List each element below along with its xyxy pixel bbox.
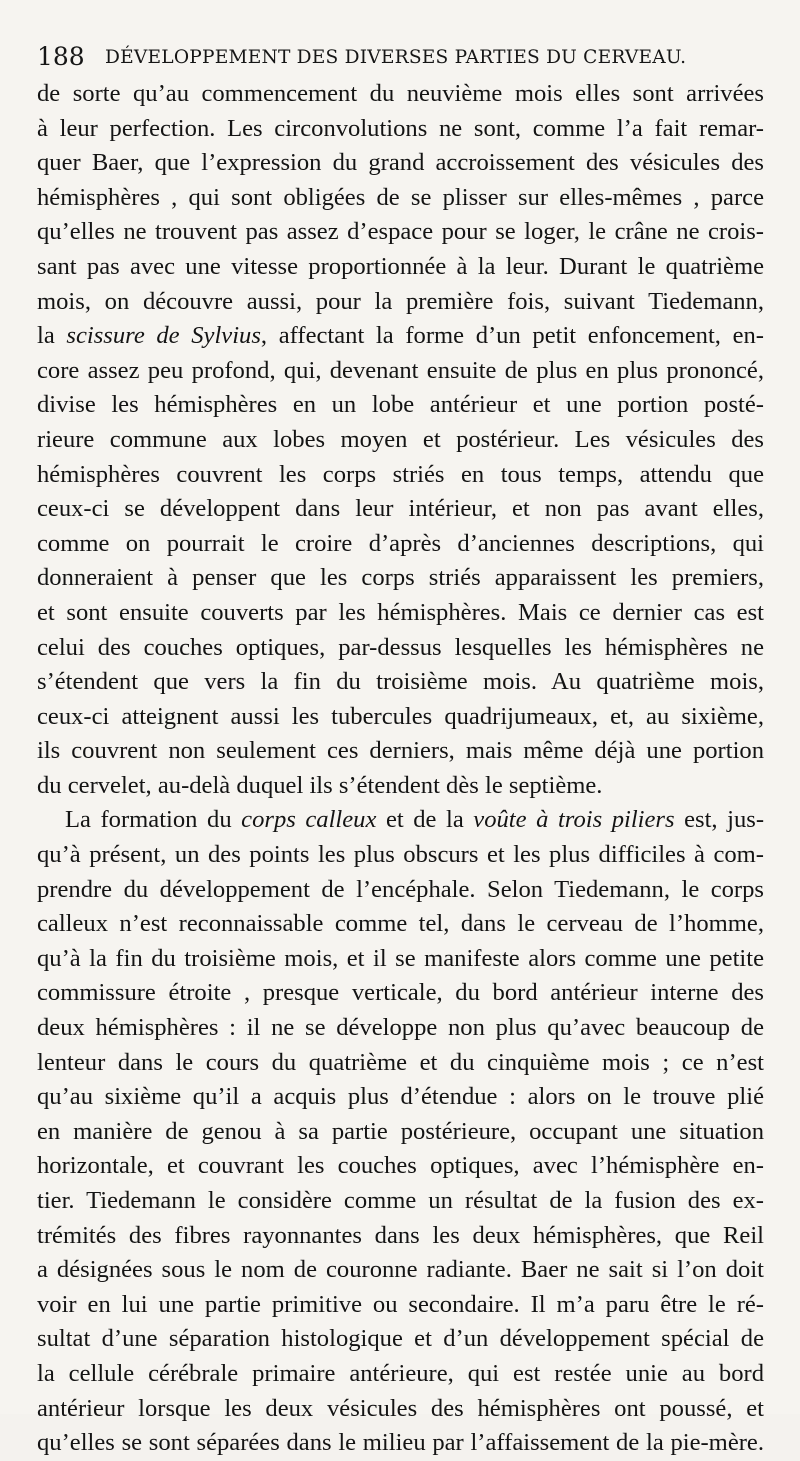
text-line <box>37 1046 764 1081</box>
text-line <box>37 181 764 216</box>
text-fragment: calleux n’est reconnaissable comme tel, dans le cerveau de l’homme, <box>37 910 764 938</box>
text-line <box>37 838 764 873</box>
text-fragment: et sont ensuite couverts par les hémisphères. Mais ce dernier cas est <box>37 598 764 626</box>
text-fragment: celui des couches optiques, par-dessus lesquelles les hémisphères ne <box>37 633 764 661</box>
text-fragment: hémisphères , qui sont obligées de se plisser sur elles-mêmes , parce <box>37 183 764 211</box>
text-fragment: lenteur dans le cours du quatrième et du cinquième mois ; ce n’est <box>37 1048 764 1076</box>
text-fragment: a désignées sous le nom de couronne radiante. Baer ne sait si l’on doit <box>37 1256 764 1284</box>
text-line <box>37 1288 764 1323</box>
text-line <box>37 527 764 562</box>
text-line <box>37 976 764 1011</box>
text-line <box>37 285 764 320</box>
text-line <box>37 1357 764 1392</box>
text-line <box>37 1426 764 1461</box>
text-line <box>37 492 764 527</box>
paragraph-2 <box>37 803 764 1460</box>
text-fragment: divise les hémisphères en un lobe antérieur et une portion posté- <box>37 391 764 419</box>
italic-term: corps calleux <box>241 806 377 834</box>
text-line <box>37 596 764 631</box>
text-line <box>37 700 764 735</box>
text-fragment: la cellule cérébrale primaire antérieure, qui est restée unie au bord <box>37 1359 764 1387</box>
text-line <box>37 319 764 354</box>
text-line <box>37 631 764 666</box>
text-fragment: deux hémisphères : il ne se développe non plus qu’avec beaucoup de <box>37 1014 764 1042</box>
text-line <box>37 803 764 838</box>
text-line <box>37 250 764 285</box>
text-line <box>37 146 764 181</box>
text-fragment: core assez peu profond, qui, devenant ensuite de plus en plus prononcé, <box>37 356 764 384</box>
italic-term: scissure de Sylvius <box>66 322 261 350</box>
text-fragment: de sorte qu’au commencement du neuvième mois elles sont arrivées <box>37 80 764 107</box>
text-fragment: la <box>37 322 67 350</box>
text-line <box>37 1115 764 1150</box>
text-fragment: comme on pourrait le croire d’après d’anciennes descriptions, qui <box>37 529 764 557</box>
text-fragment: ceux-ci se développent dans leur intérieur, et non pas avant elles, <box>37 495 764 523</box>
text-fragment: qu’à la fin du troisième mois, et il se manifeste alors comme une petite <box>37 944 764 972</box>
text-fragment: qu’au sixième qu’il a acquis plus d’étendue : alors on le trouve plié <box>37 1083 764 1111</box>
text-fragment: qu’elles ne trouvent pas assez d’espace pour se loger, le crâne ne crois- <box>37 218 764 246</box>
text-fragment: à leur perfection. Les circonvolutions ne sont, comme l’a fait remar- <box>37 114 764 142</box>
text-line <box>37 907 764 942</box>
text-fragment: tier. Tiedemann le considère comme un résultat de la fusion des ex- <box>37 1187 764 1214</box>
text-fragment: prendre du développement de l’encéphale. Selon Tiedemann, le corps <box>37 875 764 903</box>
text-fragment: du cervelet, au-delà duquel ils s’étendent dès le septième. <box>37 771 603 799</box>
text-line <box>37 1080 764 1115</box>
running-title: DÉVELOPPEMENT DES DIVERSES PARTIES DU CERVEAU. <box>105 47 687 68</box>
text-line <box>37 1253 764 1288</box>
text-line <box>37 942 764 977</box>
text-line <box>37 1011 764 1046</box>
page-number: 188 <box>37 42 85 71</box>
text-line <box>37 354 764 389</box>
text-fragment: horizontale, et couvrant les couches optiques, avec l’hémisphère en- <box>37 1152 764 1180</box>
text-fragment: est, jus- <box>674 806 765 834</box>
text-fragment: en manière de genou à sa partie postérieure, occupant une situation <box>37 1117 764 1145</box>
text-fragment: trémités des fibres rayonnantes dans les deux hémisphères, que Reil <box>37 1221 764 1249</box>
text-line <box>37 734 764 769</box>
text-fragment: ceux-ci atteignent aussi les tubercules quadrijumeaux, et, au sixième, <box>37 702 764 730</box>
text-fragment: rieure commune aux lobes moyen et postérieur. Les vésicules des <box>37 425 764 453</box>
text-line <box>37 458 764 493</box>
text-fragment: qu’à présent, un des points les plus obscurs et les plus difficiles à com- <box>37 841 764 869</box>
text-line <box>37 561 764 596</box>
text-fragment: donneraient à penser que les corps striés apparaissent les premiers, <box>37 564 764 592</box>
text-line <box>37 665 764 700</box>
text-line <box>37 1149 764 1184</box>
text-fragment: , affectant la forme d’un petit enfoncement, en- <box>260 322 764 350</box>
text-line <box>37 388 764 423</box>
text-line <box>37 1184 764 1219</box>
text-fragment: et de la <box>376 806 474 834</box>
text-line <box>37 1392 764 1427</box>
text-fragment: La formation du <box>65 806 242 834</box>
text-fragment: s’étendent que vers la fin du troisième mois. Au quatrième mois, <box>37 668 764 696</box>
text-fragment: mois, on découvre aussi, pour la première fois, suivant Tiedemann, <box>37 287 764 315</box>
text-fragment: antérieur lorsque les deux vésicules des hémisphères ont poussé, et <box>37 1394 764 1422</box>
italic-term: voûte à trois piliers <box>473 806 675 834</box>
text-fragment: quer Baer, que l’expression du grand accroissement des vésicules des <box>37 149 764 177</box>
text-line <box>37 215 764 250</box>
text-line <box>37 1219 764 1254</box>
page-header <box>37 40 765 74</box>
text-fragment: qu’elles se sont séparées dans le milieu par l’affaissement de la pie-mère. <box>37 1429 764 1457</box>
text-line <box>37 1322 764 1357</box>
text-fragment: sultat d’une séparation histologique et d’un développement spécial de <box>37 1325 764 1353</box>
text-fragment: ils couvrent non seulement ces derniers, mais même déjà une portion <box>37 737 764 765</box>
text-fragment: sant pas avec une vitesse proportionnée à la leur. Durant le quatrième <box>37 252 764 280</box>
body-text <box>37 77 764 1461</box>
text-line <box>37 112 764 147</box>
text-line <box>37 423 764 458</box>
text-line <box>37 77 764 112</box>
text-fragment: commissure étroite , presque verticale, du bord antérieur interne des <box>37 979 764 1007</box>
text-line <box>37 873 764 908</box>
paragraph-1 <box>37 77 764 803</box>
text-line <box>37 769 764 804</box>
text-fragment: hémisphères couvrent les corps striés en tous temps, attendu que <box>37 460 764 488</box>
text-fragment: voir en lui une partie primitive ou secondaire. Il m’a paru être le ré- <box>37 1290 764 1318</box>
